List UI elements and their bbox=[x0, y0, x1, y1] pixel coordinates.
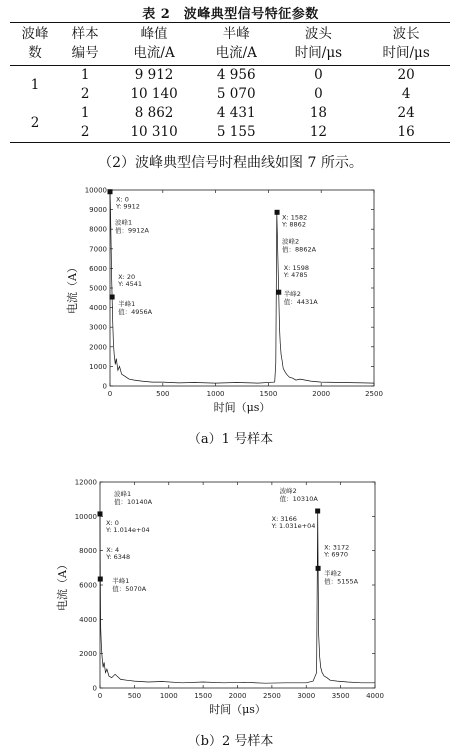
x-tick-label: 2000 bbox=[228, 692, 247, 700]
x-tick-label: 0 bbox=[97, 692, 103, 700]
table-row bbox=[10, 85, 450, 104]
parameter-table bbox=[10, 22, 450, 143]
header-cell: 峰值 bbox=[110, 23, 198, 45]
header-cell: 时间/μs bbox=[362, 44, 450, 66]
table-header-row bbox=[10, 23, 450, 45]
datatip-marker bbox=[315, 509, 320, 514]
datatip-marker bbox=[110, 294, 115, 299]
datatip-value-label: 值：4956A bbox=[118, 307, 153, 316]
table-title: 表 2 波峰典型信号特征参数 bbox=[142, 7, 319, 22]
x-tick-label: 1500 bbox=[194, 692, 213, 700]
datatip-y-label: Y: 4785 bbox=[283, 271, 308, 280]
datatip-marker bbox=[98, 511, 103, 516]
datatip-x-label: X: 20 bbox=[118, 272, 136, 281]
chart-b-svg bbox=[0, 472, 461, 724]
datatip-value-label: 值：4431A bbox=[283, 298, 318, 307]
table-row bbox=[10, 123, 450, 143]
table-cell: 5 070 bbox=[216, 86, 256, 102]
plot-area bbox=[110, 190, 374, 386]
datatip-y-label: Y: 6348 bbox=[106, 553, 131, 562]
datatip-peak-label: 波峰2 bbox=[282, 237, 300, 246]
x-tick-label: 0 bbox=[107, 390, 113, 398]
header-cell: 波峰 bbox=[10, 23, 60, 45]
y-tick-label: 5000 bbox=[89, 284, 107, 293]
datatip-marker bbox=[108, 189, 113, 194]
x-tick-label: 1000 bbox=[206, 390, 225, 398]
y-tick-label: 2000 bbox=[89, 343, 107, 352]
chart-a-svg bbox=[0, 178, 461, 423]
y-tick-label: 0 bbox=[92, 684, 97, 693]
x-tick-label: 4000 bbox=[366, 692, 384, 700]
table-header-row bbox=[10, 44, 450, 66]
y-tick-label: 9000 bbox=[89, 206, 107, 215]
datatip-value-label: 值：9912A bbox=[115, 226, 149, 235]
table-row bbox=[10, 66, 450, 86]
header-cell: 波长 bbox=[362, 23, 450, 45]
header-cell: 样本 bbox=[60, 23, 110, 45]
table-cell: 2 bbox=[80, 86, 90, 102]
y-tick-label: 10000 bbox=[84, 186, 107, 195]
datatip-peak-label: 半峰2 bbox=[283, 290, 301, 299]
table-cell: 18 bbox=[309, 105, 328, 121]
table-cell: 0 bbox=[314, 67, 323, 83]
datatip-peak-label: 波峰1 bbox=[115, 218, 133, 227]
header-cell: 编号 bbox=[60, 44, 110, 66]
datatip-x-label: X: 1582 bbox=[282, 213, 308, 222]
table-cell: 4 431 bbox=[216, 105, 256, 121]
x-tick-label: 2500 bbox=[262, 692, 281, 700]
datatip-x-label: X: 0 bbox=[106, 518, 119, 527]
datatip-peak-label: 半峰2 bbox=[324, 569, 342, 578]
y-axis-label: 电流（A） bbox=[66, 262, 79, 314]
header-cell: 电流/A bbox=[198, 44, 275, 66]
datatip-marker bbox=[316, 566, 321, 571]
x-tick-label: 1500 bbox=[259, 390, 278, 398]
y-tick-label: 8000 bbox=[89, 225, 107, 234]
table-cell: 1 bbox=[80, 67, 90, 83]
peak-number-cell: 2 bbox=[10, 104, 60, 143]
table-row bbox=[10, 104, 450, 123]
y-tick-label: 6000 bbox=[79, 581, 97, 590]
y-tick-label: 12000 bbox=[74, 478, 97, 487]
header-cell: 时间/μs bbox=[275, 44, 363, 66]
datatip-peak-label: 半峰1 bbox=[118, 299, 136, 308]
datatip-value-label: 值：10310A bbox=[279, 495, 318, 504]
x-axis-label: 时间（μs） bbox=[213, 401, 271, 414]
header-cell: 数 bbox=[10, 44, 60, 66]
datatip-x-label: X: 1598 bbox=[283, 264, 310, 273]
chart-a-caption: （a）1 号样本 bbox=[187, 432, 274, 447]
chart-a bbox=[0, 178, 461, 423]
datatip-marker bbox=[276, 290, 281, 295]
table-cell: 2 bbox=[60, 123, 110, 143]
datatip-y-label: Y: 4541 bbox=[118, 279, 143, 288]
table-cell: 24 bbox=[397, 105, 415, 121]
peak-number-cell: 1 bbox=[30, 76, 40, 93]
x-tick-label: 3000 bbox=[297, 692, 316, 700]
table-cell: 9 912 bbox=[134, 67, 174, 83]
y-tick-label: 10000 bbox=[74, 512, 97, 521]
y-tick-label: 4000 bbox=[89, 304, 107, 313]
header-cell: 波头 bbox=[275, 23, 363, 45]
datatip-x-label: X: 3172 bbox=[324, 543, 350, 552]
figure-intro-paragraph: （2）波峰典型信号时程曲线如图 7 所示。 bbox=[98, 155, 363, 171]
x-tick-label: 3500 bbox=[331, 692, 350, 700]
y-tick-label: 7000 bbox=[89, 245, 107, 254]
table-cell: 10 140 bbox=[130, 86, 178, 102]
datatip-peak-label: 半峰1 bbox=[112, 577, 130, 586]
table-cell: 1 bbox=[80, 105, 90, 121]
x-tick-label: 2000 bbox=[312, 390, 331, 398]
x-tick-label: 2500 bbox=[365, 390, 383, 398]
x-axis-label: 时间（μs） bbox=[209, 703, 266, 716]
datatip-y-label: Y: 9912 bbox=[116, 202, 140, 211]
table-cell: 8 862 bbox=[134, 105, 174, 121]
datatip-peak-label: 波峰1 bbox=[114, 489, 132, 498]
x-tick-label: 500 bbox=[127, 692, 142, 700]
datatip-y-label: Y: 6970 bbox=[324, 550, 348, 559]
datatip-value-label: 值：5155A bbox=[324, 577, 359, 586]
chart-b-caption: （b）2 号样本 bbox=[187, 734, 274, 749]
y-tick-label: 8000 bbox=[79, 547, 97, 556]
table-cell: 4 bbox=[401, 86, 411, 102]
datatip-value-label: 值：5070A bbox=[112, 585, 147, 594]
table-cell: 4 956 bbox=[216, 67, 256, 83]
y-tick-label: 0 bbox=[102, 382, 107, 391]
table-cell: 20 bbox=[397, 67, 415, 83]
table-cell: 12 bbox=[275, 123, 363, 143]
table-cell: 5 155 bbox=[198, 123, 275, 143]
x-tick-label: 1000 bbox=[159, 692, 178, 700]
y-tick-label: 1000 bbox=[89, 362, 107, 371]
datatip-marker bbox=[98, 577, 103, 582]
y-tick-label: 3000 bbox=[89, 323, 107, 332]
datatip-y-label: Y: 1.014e+04 bbox=[106, 525, 150, 534]
datatip-x-label: X: 0 bbox=[116, 195, 129, 204]
table-cell: 0 bbox=[314, 86, 323, 102]
header-cell: 电流/A bbox=[110, 44, 198, 66]
y-axis-label: 电流（A） bbox=[56, 559, 69, 611]
datatip-x-label: X: 4 bbox=[106, 546, 120, 555]
datatip-marker bbox=[275, 210, 280, 215]
datatip-value-label: 值：8862A bbox=[282, 245, 317, 254]
y-tick-label: 2000 bbox=[79, 650, 97, 659]
datatip-y-label: Y: 1.031e+04 bbox=[271, 522, 316, 531]
datatip-x-label: X: 3166 bbox=[271, 515, 297, 524]
table-cell: 16 bbox=[362, 123, 450, 143]
datatip-y-label: Y: 8862 bbox=[282, 220, 306, 229]
y-tick-label: 4000 bbox=[79, 615, 97, 624]
datatip-value-label: 值：10140A bbox=[114, 497, 153, 506]
header-cell: 半峰 bbox=[198, 23, 275, 45]
chart-b bbox=[0, 472, 461, 724]
x-tick-label: 500 bbox=[156, 390, 170, 398]
table-cell: 10 310 bbox=[110, 123, 198, 143]
datatip-peak-label: 波峰2 bbox=[279, 487, 297, 496]
y-tick-label: 6000 bbox=[89, 264, 107, 273]
